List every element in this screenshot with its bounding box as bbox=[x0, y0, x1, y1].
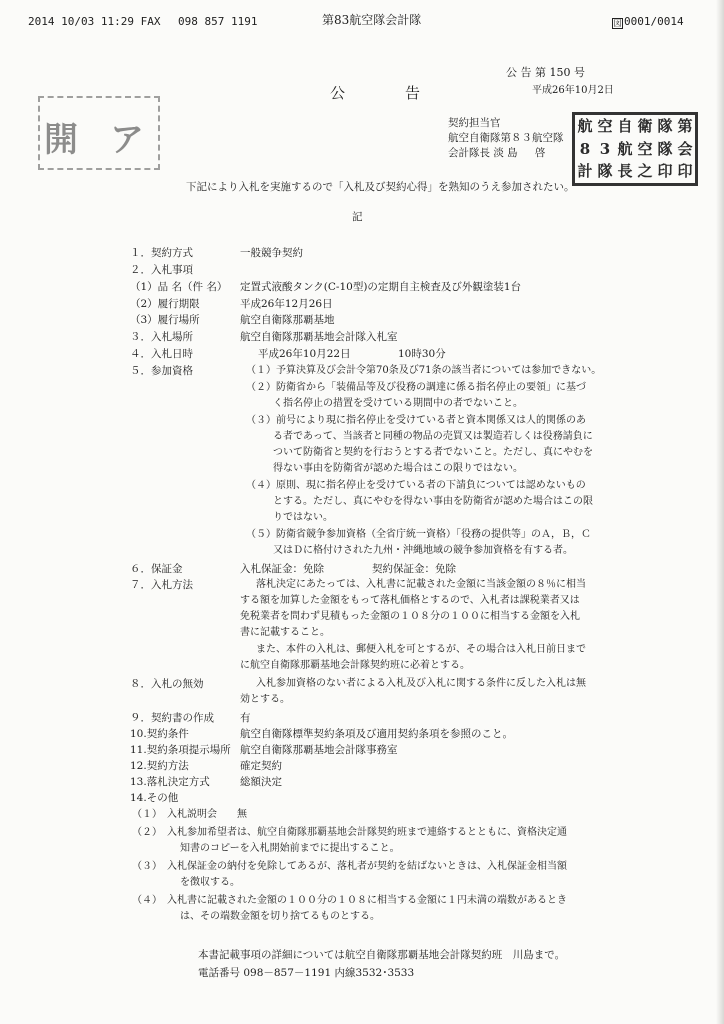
item-2-2-label: （2）履行期限 bbox=[130, 298, 200, 310]
item-7-line2: する額を加算した金額をもって落札価格とするので、入札者は課税業者又は bbox=[240, 595, 580, 606]
item-4-value: 平成26年10月22日 bbox=[258, 348, 351, 360]
notice-title: 公告 bbox=[330, 84, 481, 102]
item-2-1-value: 定置式液酸タンク(C-10型)の定期自主検査及び外観塗装1台 bbox=[240, 281, 522, 293]
item-5-label: ５．参加資格 bbox=[130, 365, 193, 377]
item-3-value: 航空自衛隊那覇基地会計隊入札室 bbox=[240, 331, 398, 343]
item-5-3-line1: （３）前号により現に指名停止を受けている者と資本関係又は人的関係のあ bbox=[246, 415, 586, 426]
item-1-value: 一般競争契約 bbox=[240, 247, 303, 259]
item-10-value: 航空自衛隊標準契約条項及び適用契約条項を参照のこと。 bbox=[240, 728, 513, 740]
ki-heading: 記 bbox=[352, 211, 363, 223]
item-2-2-value: 平成26年12月26日 bbox=[240, 298, 333, 310]
item-8-line1: 入札参加資格のない者による入札及び入札に関する条件に反した入札は無 bbox=[256, 678, 586, 689]
item-5-3-line2: る者であって、当該者と同種の物品の売買又は製造若しくは役務請負に bbox=[273, 431, 593, 442]
item-5-4-line3: りではない。 bbox=[273, 512, 333, 523]
item-5-4-line1: （４）原則、現に指名停止を受けている者の下請負については認めないもの bbox=[246, 480, 586, 491]
item-14-4-line1: （４） 入札書に記載された金額の１００分の１０８に相当する金額に１円未満の端数があるとき bbox=[132, 895, 567, 906]
notice-date: 平成26年10月2日 bbox=[532, 85, 614, 96]
faded-stamp: 開 ア bbox=[38, 96, 160, 170]
item-2-3-label: （3）履行場所 bbox=[130, 314, 200, 326]
fax-sender: 第83航空隊会計隊 bbox=[322, 13, 422, 27]
item-13-label: 13.落札決定方式 bbox=[130, 776, 210, 788]
item-14-2-line2: 知書のコピーを入札開始前までに提出すること。 bbox=[180, 843, 400, 854]
officer-role: 契約担当官 bbox=[448, 117, 501, 129]
item-14-label: 14.その他 bbox=[130, 792, 179, 804]
item-7-line3: 免税業者を問わず見積もった金額の１０８分の１００に相当する金額を入札 bbox=[240, 611, 580, 622]
item-4-time: 10時30分 bbox=[398, 348, 446, 360]
fax-page-value: 0001/0014 bbox=[624, 15, 684, 28]
item-1-label: １．契約方式 bbox=[130, 247, 193, 259]
item-5-3-line4: 得ない事由を防衛省が認めた場合はこの限りではない。 bbox=[273, 463, 523, 474]
item-14-2-line1: （２） 入札参加希望者は、航空自衛隊那覇基地会計隊契約班まで連絡するとともに、資格決定通 bbox=[132, 827, 567, 838]
item-5-2-line1: （２）防衛省から「装備品等及び役務の調達に係る指名停止の要領」に基づ bbox=[246, 382, 586, 393]
item-9-value: 有 bbox=[240, 712, 251, 724]
footer-contact: 本書記載事項の詳細については航空自衛隊那覇基地会計隊契約班 川島まで。 bbox=[198, 949, 566, 961]
item-11-label: 11.契約条項提示場所 bbox=[130, 744, 231, 756]
fax-number: 098 857 1191 bbox=[178, 15, 258, 28]
official-seal: 航 空 自 衛 隊 第 8 3 航 空 隊 会 計 隊 長 之 印 印 bbox=[572, 112, 698, 186]
item-2-3-value: 航空自衛隊那覇基地 bbox=[240, 314, 335, 326]
item-7-line5: また、本件の入札は、郵便入札を可とするが、その場合は入札日前日まで bbox=[256, 644, 586, 655]
item-5-2-line2: く指名停止の措置を受けている期間中の者でないこと。 bbox=[273, 398, 523, 409]
item-9-label: ９．契約書の作成 bbox=[130, 712, 214, 724]
item-6-label: ６．保証金 bbox=[130, 563, 183, 575]
item-10-label: 10.契約条件 bbox=[130, 728, 189, 740]
item-5-3-line3: ついて防衛省と契約を行おうとする者でないこと。ただし、真にやむを bbox=[273, 447, 593, 458]
footer-phone: 電話番号 098－857－1191 内線3532･3533 bbox=[198, 967, 415, 979]
item-12-label: 12.契約方法 bbox=[130, 760, 189, 772]
officer-unit: 航空自衛隊第８３航空隊 bbox=[448, 132, 564, 144]
item-12-value: 確定契約 bbox=[240, 760, 282, 772]
page-icon: 図 bbox=[613, 19, 622, 28]
item-14-4-line2: は、その端数金額を切り捨てるものとする。 bbox=[180, 911, 380, 922]
item-5-4-line2: とする。ただし、真にやむを得ない事由を防衛省が認めた場合はこの限 bbox=[273, 496, 593, 507]
item-7-line4: 書に記載すること。 bbox=[240, 627, 330, 638]
item-14-3-line2: を徴収する。 bbox=[180, 877, 240, 888]
item-4-label: ４．入札日時 bbox=[130, 348, 193, 360]
intro-text: 下記により入札を実施するので「入札及び契約心得」を熟知のうえ参加されたい。 bbox=[186, 181, 575, 193]
item-14-1: （１） 入札説明会 無 bbox=[132, 809, 247, 820]
item-13-value: 総額決定 bbox=[240, 776, 282, 788]
item-7-line6: に航空自衛隊那覇基地会計隊契約班に必着とする。 bbox=[240, 660, 470, 671]
item-5-1: （１）予算決算及び会計令第70条及び71条の該当者については参加できない。 bbox=[246, 365, 602, 376]
item-8-label: ８．入札の無効 bbox=[130, 678, 204, 690]
item-5-5-line2: 又はＤに格付けされた九州・沖縄地域の競争参加資格を有する者。 bbox=[273, 545, 573, 556]
item-7-label: ７．入札方法 bbox=[130, 579, 193, 591]
item-7-line1: 落札決定にあたっては、入札書に記載された金額に当該金額の８％に相当 bbox=[256, 579, 586, 590]
fax-page-number bbox=[612, 15, 684, 29]
item-5-5-line1: （５）防衛省競争参加資格（全省庁統一資格）「役務の提供等」のＡ，Ｂ，Ｃ bbox=[246, 529, 591, 540]
item-3-label: ３．入札場所 bbox=[130, 331, 193, 343]
notice-number: 公 告 第 150 号 bbox=[506, 66, 585, 79]
officer-name: 会計隊長 淡 島 啓 bbox=[448, 147, 546, 159]
item-11-value: 航空自衛隊那覇基地会計隊事務室 bbox=[240, 744, 398, 756]
item-8-line2: 効とする。 bbox=[240, 694, 290, 705]
item-14-3-line1: （３） 入札保証金の納付を免除してあるが、落札者が契約を結ばないときは、入札保証金相当額 bbox=[132, 861, 567, 872]
item-6-value2: 契約保証金：免除 bbox=[372, 563, 456, 575]
item-2-label: ２．入札事項 bbox=[130, 264, 193, 276]
page-edge-shadow bbox=[716, 0, 724, 1024]
fax-datetime: 2014 10/03 11:29 FAX bbox=[28, 15, 161, 28]
item-6-value: 入札保証金：免除 bbox=[240, 563, 324, 575]
item-2-1-label: （1）品 名（件 名） bbox=[130, 281, 228, 293]
